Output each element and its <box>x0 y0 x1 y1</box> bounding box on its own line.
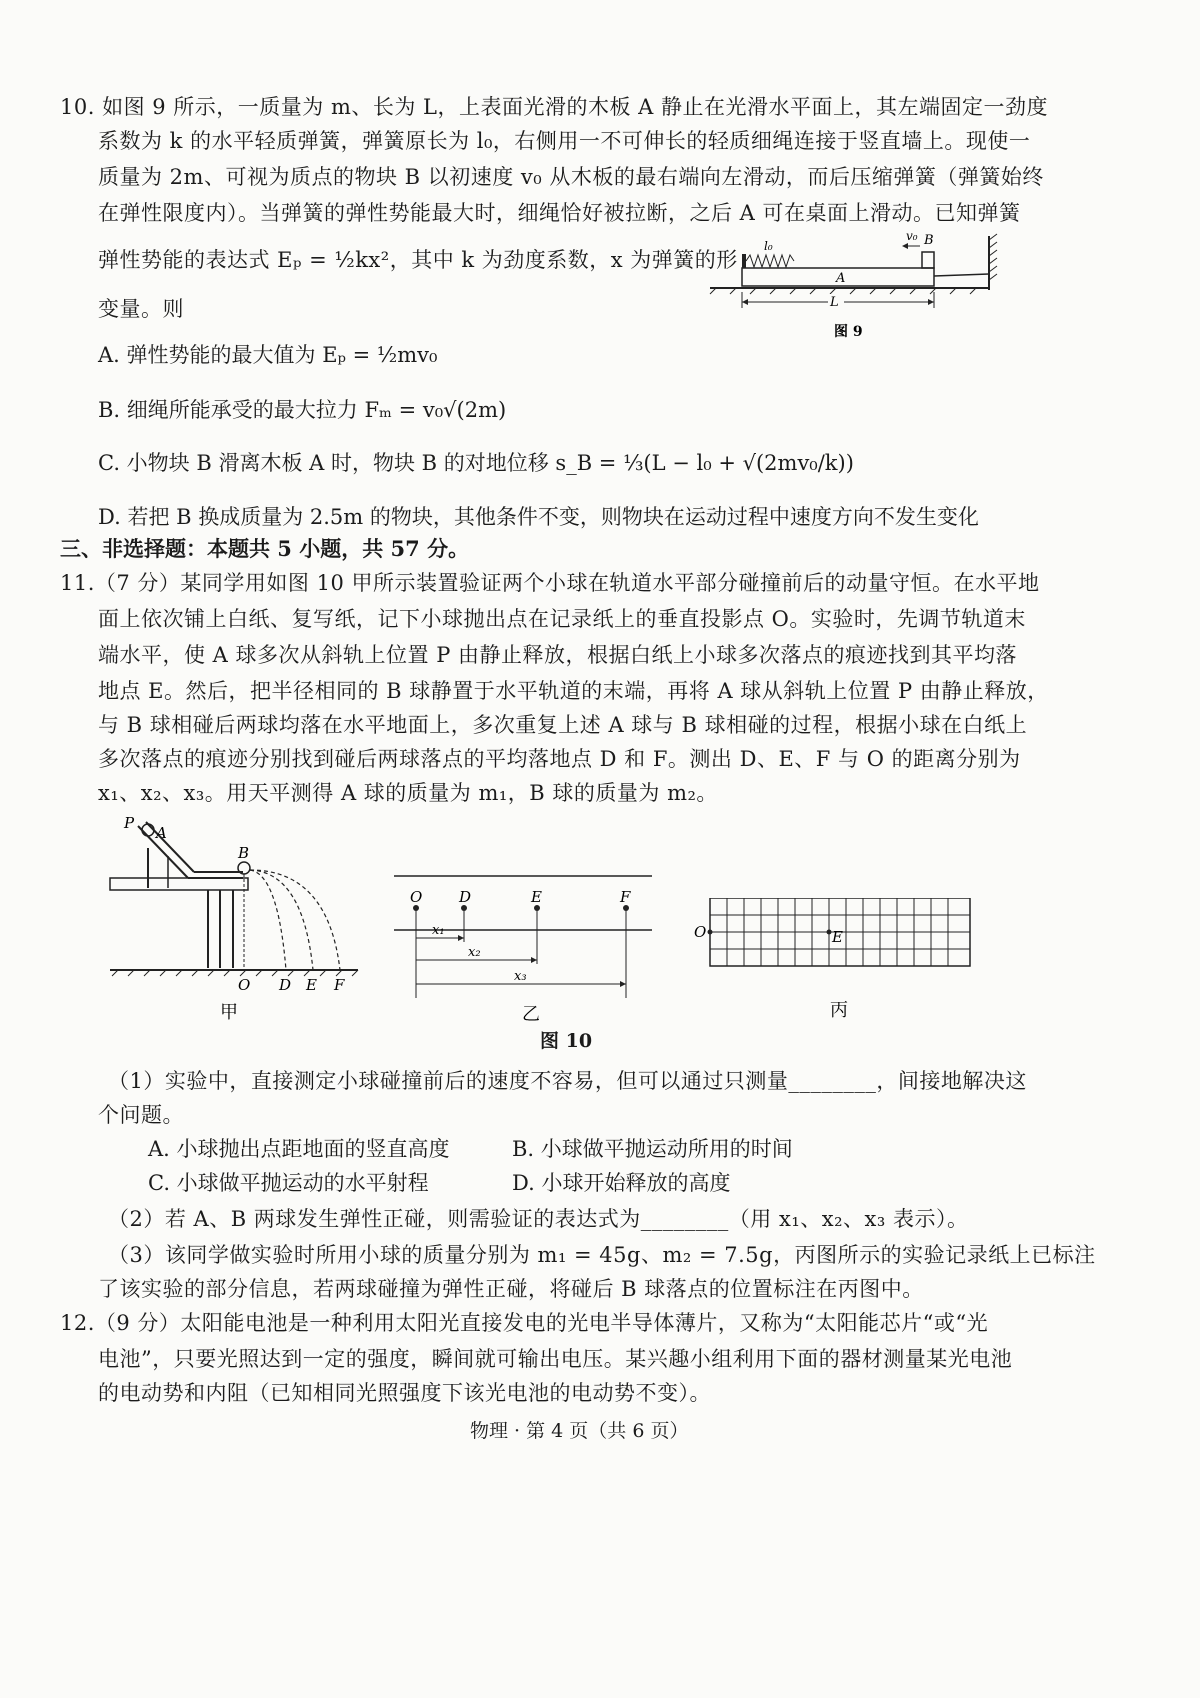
q10-option-d: D. 若把 B 换成质量为 2.5m 的物块，其他条件不变，则物块在运动过程中速度方向不发生变化 <box>98 505 979 529</box>
q10-option-a: A. 弹性势能的最大值为 Eₚ = ½mv₀ <box>98 343 438 367</box>
bing-caption: 丙 <box>830 1000 848 1021</box>
yi-o-label: O <box>410 888 423 906</box>
q10-line-3: 质量为 2m、可视为质点的物块 B 以初速度 v₀ 从木板的最右端向左滑动，而后压缩弹簧（弹簧始终 <box>98 165 1044 189</box>
section-3-heading: 三、非选择题：本题共 5 小题，共 57 分。 <box>60 536 470 561</box>
jia-f-label: F <box>334 976 345 994</box>
fig9-l-label: L <box>830 295 839 310</box>
q11-sub2: （2）若 A、B 两球发生弹性正碰，则需验证的表达式为________（用 x₁、x₂、x₃ 表示）。 <box>108 1207 969 1231</box>
q11-line-1: 11.（7 分）某同学用如图 10 甲所示装置验证两个小球在轨道水平部分碰撞前后的动量守恒。在水平地 <box>60 571 1040 595</box>
yi-e-label: E <box>531 888 542 906</box>
q11-sub3-line-2: 了该实验的部分信息，若两球碰撞为弹性正碰，将碰后 B 球落点的位置标注在丙图中。 <box>98 1277 924 1301</box>
yi-x1-label: x₁ <box>432 923 445 938</box>
jia-o-label: O <box>238 976 251 994</box>
fig9-b-label: B <box>924 233 934 248</box>
q10-option-b: B. 细绳所能承受的最大拉力 Fₘ = v₀√(2m) <box>98 398 507 422</box>
jia-a-label: A <box>156 824 167 842</box>
yi-f-label: F <box>620 888 631 906</box>
bing-o-label: O <box>694 923 707 941</box>
q11-line-2: 面上依次铺上白纸、复写纸，记下小球抛出点在记录纸上的垂直投影点 O。实验时，先调节轨道末 <box>98 607 1026 631</box>
figure-9 <box>706 228 1006 348</box>
bing-e-label: E <box>832 928 843 946</box>
jia-p-label: P <box>124 814 135 832</box>
q10-option-c: C. 小物块 B 滑离木板 A 时，物块 B 的对地位移 s_B = ⅓(L − l₀ + √(2mv₀/k)) <box>98 451 854 475</box>
q11-line-5: 与 B 球相碰后两球均落在水平地面上，多次重复上述 A 球与 B 球相碰的过程，根据小球在白纸上 <box>98 713 1028 737</box>
yi-x3-label: x₃ <box>514 969 527 984</box>
q12-line-2: 电池”，只要光照达到一定的强度，瞬间就可输出电压。某兴趣小组利用下面的器材测量某光电池 <box>98 1347 1013 1371</box>
jia-e-label: E <box>306 976 317 994</box>
yi-caption: 乙 <box>522 1004 540 1025</box>
figure-10-yi <box>392 860 662 1030</box>
figure-10-caption: 图 10 <box>540 1030 593 1052</box>
q11-sub1-option-a: A. 小球抛出点距地面的竖直高度 <box>148 1137 450 1161</box>
jia-b-label: B <box>238 844 250 862</box>
q11-sub1-option-b: B. 小球做平抛运动所用的时间 <box>512 1137 793 1161</box>
q11-sub1-option-d: D. 小球开始释放的高度 <box>512 1171 731 1195</box>
fig9-velocity-label: v₀ <box>906 229 918 243</box>
q11-sub1-line-1: （1）实验中，直接测定小球碰撞前后的速度不容易，但可以通过只测量________，间接地解决这 <box>108 1069 1027 1093</box>
q10-line-5: 弹性势能的表达式 Eₚ = ½kx²，其中 k 为劲度系数，x 为弹簧的形 <box>98 248 738 272</box>
q11-sub1-option-c: C. 小球做平抛运动的水平射程 <box>148 1171 429 1195</box>
fig9-spring-label: l₀ <box>764 239 773 253</box>
q11-line-7: x₁、x₂、x₃。用天平测得 A 球的质量为 m₁，B 球的质量为 m₂。 <box>98 781 718 805</box>
figure-10-jia <box>108 808 368 1028</box>
q11-sub1-line-2: 个问题。 <box>98 1103 184 1127</box>
q10-line-2: 系数为 k 的水平轻质弹簧，弹簧原长为 l₀，右侧用一不可伸长的轻质细绳连接于竖直墙上。现使一 <box>98 129 1031 153</box>
q11-line-3: 端水平，使 A 球多次从斜轨上位置 P 由静止释放，根据白纸上小球多次落点的痕迹找到其平均落 <box>98 643 1017 667</box>
q10-line-4: 在弹性限度内）。当弹簧的弹性势能最大时，细绳恰好被拉断，之后 A 可在桌面上滑动。已知弹簧 <box>98 201 1021 225</box>
q10-line-1: 10. 如图 9 所示，一质量为 m、长为 L，上表面光滑的木板 A 静止在光滑水平面上，其左端固定一劲度 <box>60 95 1049 119</box>
q11-line-6: 多次落点的痕迹分别找到碰后两球落点的平均落地点 D 和 F。测出 D、E、F 与 O 的距离分别为 <box>98 747 1021 771</box>
q11-line-4: 地点 E。然后，把半径相同的 B 球静置于水平轨道的末端，再将 A 球从斜轨上位置 P 由静止释放， <box>98 679 1049 703</box>
jia-d-label: D <box>279 976 292 994</box>
page-footer: 物理 · 第 4 页（共 6 页） <box>470 1420 689 1442</box>
yi-x2-label: x₂ <box>468 945 481 960</box>
q12-line-3: 的电动势和内阻（已知相同光照强度下该光电池的电动势不变）。 <box>98 1381 711 1405</box>
q12-line-1: 12.（9 分）太阳能电池是一种利用太阳光直接发电的光电半导体薄片，又称为“太阳能芯片“或“光 <box>60 1311 989 1335</box>
yi-d-label: D <box>459 888 472 906</box>
q11-sub3-line-1: （3）该同学做实验时所用小球的质量分别为 m₁ = 45g、m₂ = 7.5g，丙图所示的实验记录纸上已标注 <box>108 1243 1096 1267</box>
figure-10-bing <box>690 898 980 1028</box>
fig9-a-label: A <box>836 271 846 286</box>
q10-line-6: 变量。则 <box>98 297 184 321</box>
jia-caption: 甲 <box>220 1002 238 1023</box>
fig9-caption: 图 9 <box>834 324 863 340</box>
